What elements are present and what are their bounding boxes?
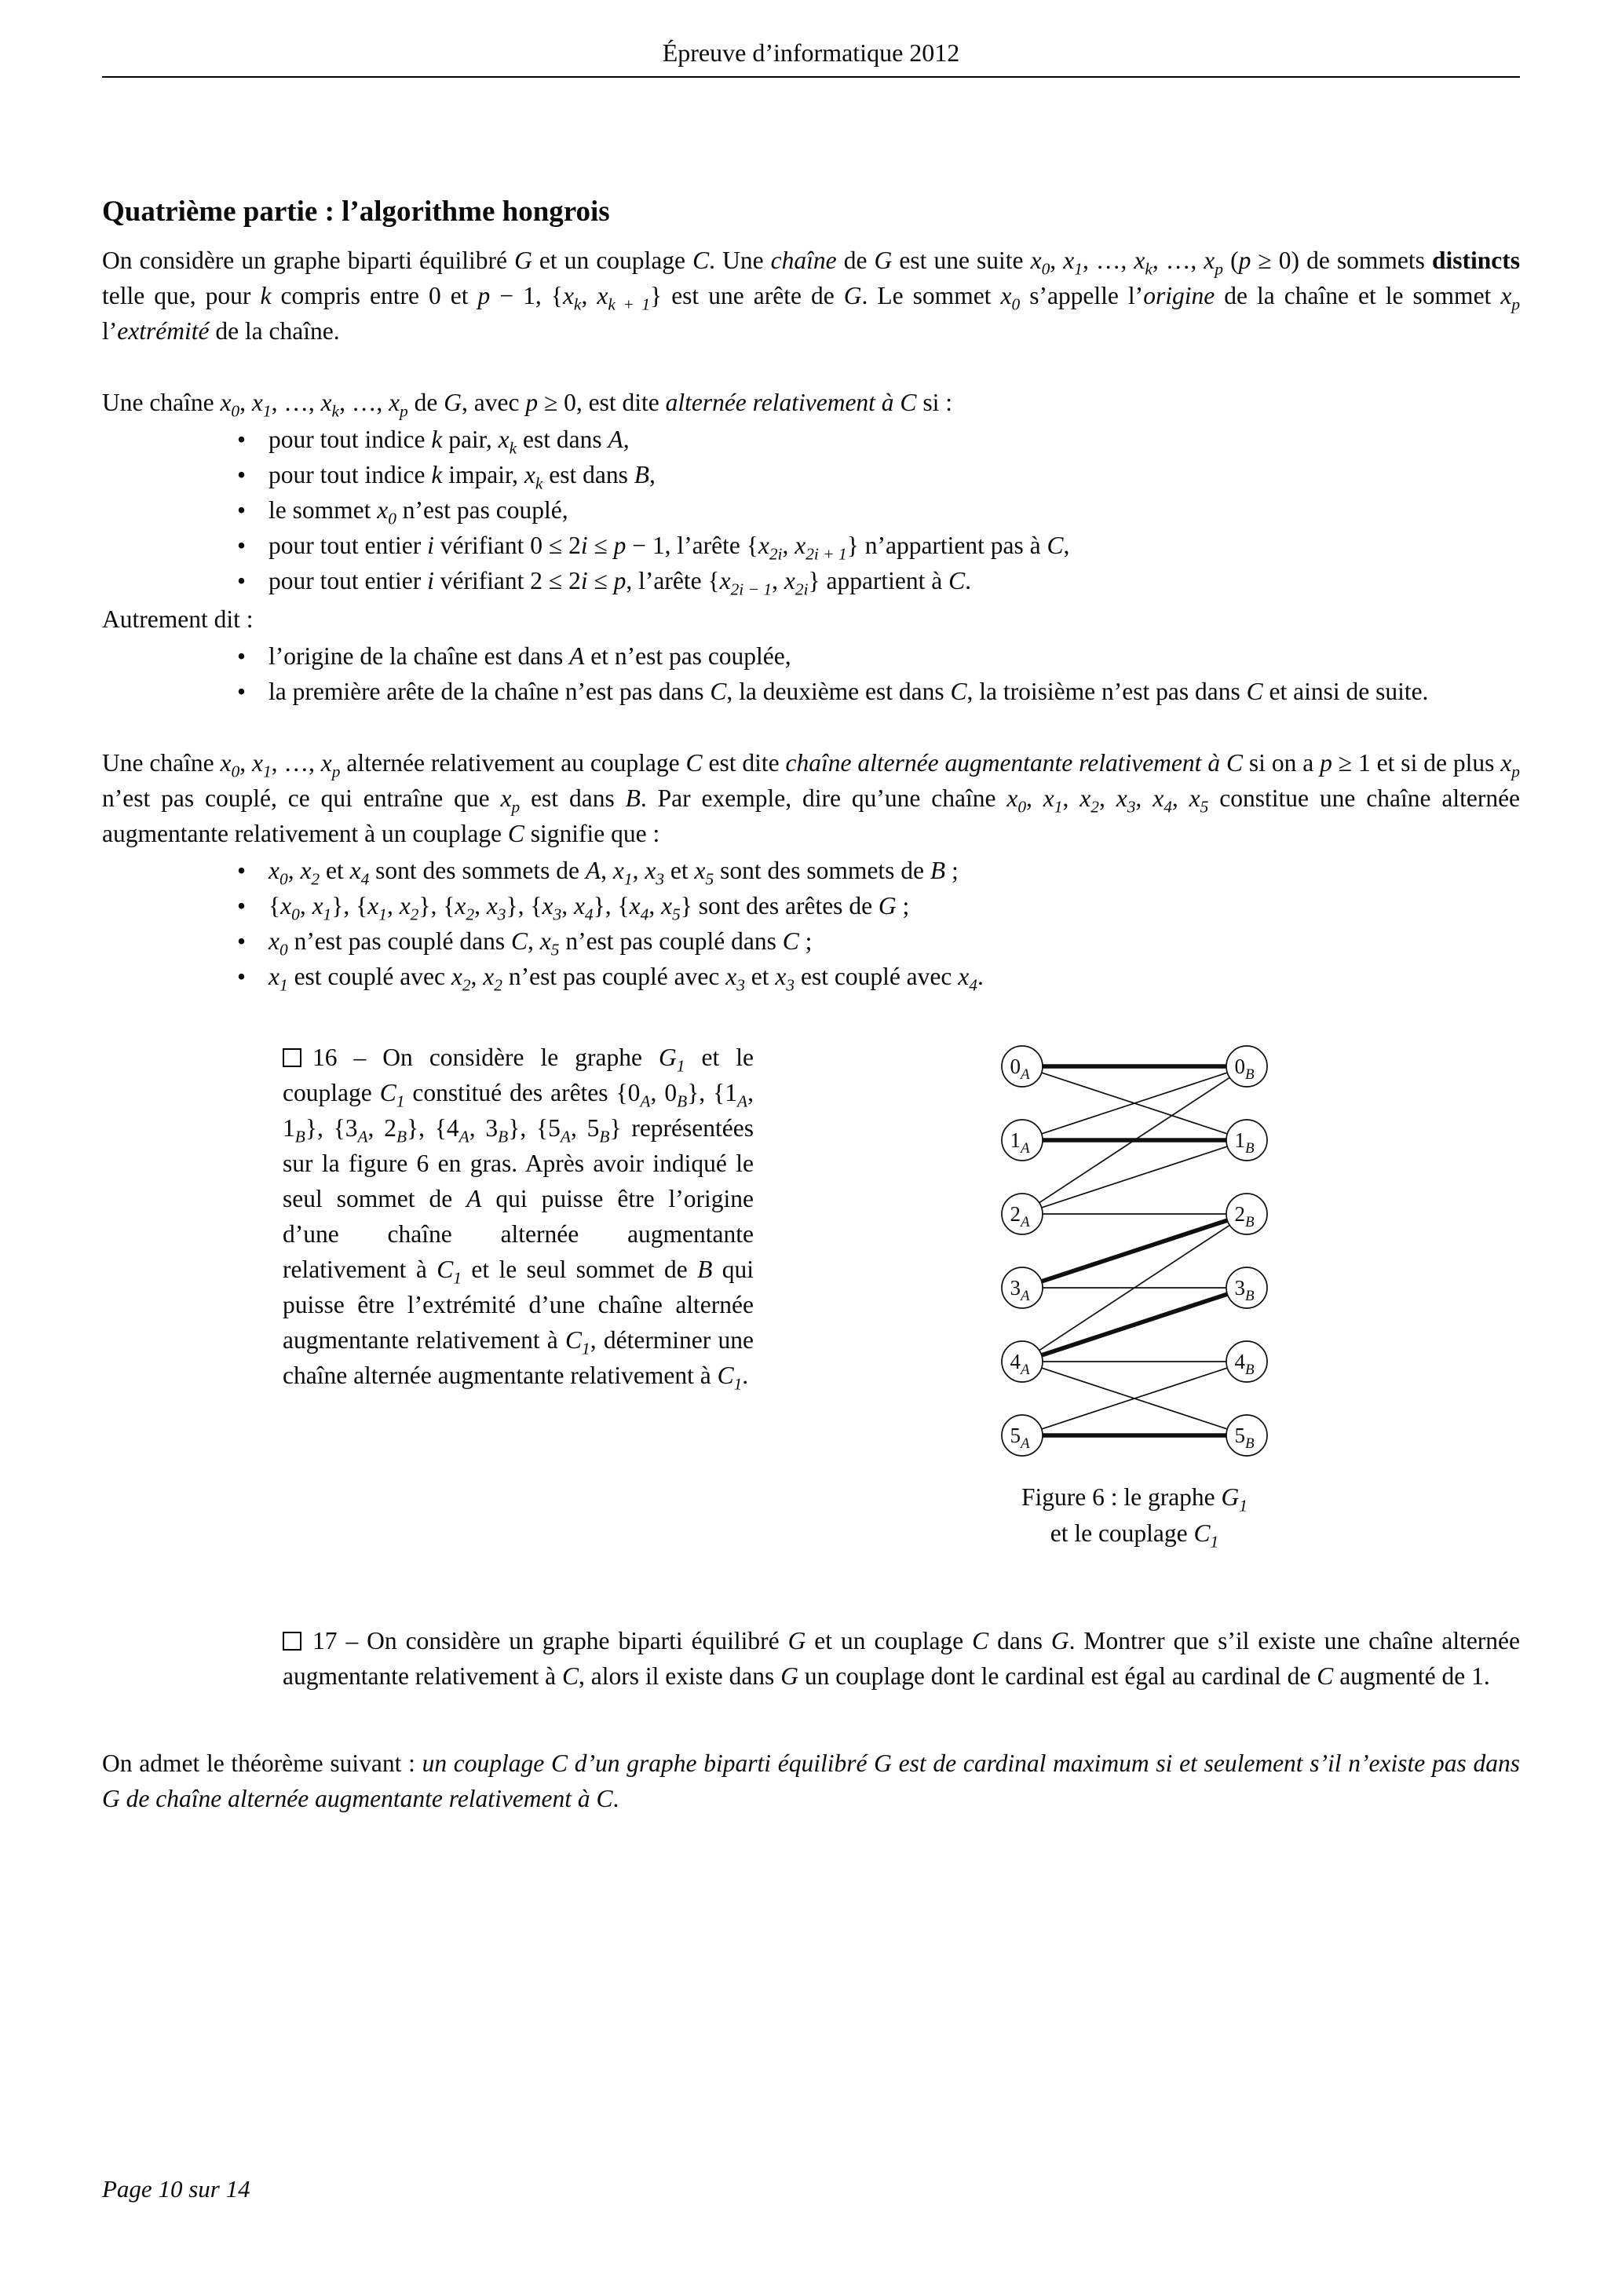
header-title: Épreuve d’informatique 2012 [662, 38, 960, 67]
graph-node-2A [1002, 1194, 1043, 1234]
list-item: • $x_1$ est couplé avec $x_2$, $x_2$ n’est pas couplé avec $x_3$ et $x_3$ est couplé avec $x_4$. [269, 959, 1520, 994]
graph-node-4A [1002, 1341, 1043, 1382]
svg-text:3A: $3_A$ [1010, 1276, 1030, 1304]
matching-edge-3A-2B [1042, 1220, 1228, 1281]
figure-caption-line2: et le couplage $C_1$ [1050, 1519, 1219, 1552]
svg-text:0A: $0_A$ [1010, 1055, 1030, 1083]
graph-node-1A [1002, 1120, 1043, 1161]
list-item: • pour tout entier i vérifiant 0 ≤ 2i ≤ p − 1, l’arête {$x_{2i}$, $x_{2i + 1}$} n’appartient pas à C, [269, 528, 1520, 563]
graph-node-1B [1226, 1120, 1267, 1161]
paragraph-chaine-augmentante: Une chaîne $x_0$, $x_1$, …, $x_p$ alternée relativement au couplage C est dite chaîne alternée augmentante relativement à C si on a p ≥ 1 et si de plus $x_p$ n’est pas couplé, ce qui entraîne que $x_p$ est dans B. Par exemple, dire qu’une chaîne $x_0$, $x_1$, $x_2$, $x_3$, $x_4$, $x_5$ constitue une chaîne alternée augmentante relativement à un couplage C signifie que : [102, 749, 1521, 847]
figure-graph-svg [989, 1040, 1280, 1464]
checkbox-icon [283, 1048, 301, 1067]
graph-node-0B [1226, 1046, 1267, 1087]
figure-column [977, 1040, 1291, 1551]
graph-node-3A [1002, 1267, 1043, 1308]
svg-text:5B: $5_B$ [1234, 1424, 1255, 1452]
question-17-text [102, 1623, 1520, 1694]
svg-text:1B: $1_B$ [1234, 1128, 1255, 1157]
list-item: • l’origine de la chaîne est dans A et n’est pas couplée, [269, 638, 1520, 674]
list-item: • pour tout indice k impair, $x_k$ est dans B, [269, 457, 1520, 492]
graph-node-5B [1226, 1415, 1267, 1456]
page-header [102, 0, 1520, 68]
svg-text:3B: $3_B$ [1234, 1276, 1255, 1304]
graph-node-3B [1226, 1267, 1267, 1308]
matching-edge-4A-3B [1042, 1294, 1228, 1355]
page-footer: Page 10 sur 14 [102, 2175, 250, 2203]
svg-text:5A: $5_A$ [1010, 1424, 1030, 1452]
svg-text:2B: $2_B$ [1234, 1202, 1255, 1230]
svg-text:4B: $4_B$ [1234, 1350, 1255, 1378]
list-autrement-dit [102, 638, 1520, 709]
paragraph-definition-chaine: On considère un graphe biparti équilibré G et un couplage C. Une chaîne de G est une suite $x_0$, $x_1$, …, $x_k$, …, $x_p$ (p ≥ 0) de sommets distincts telle que, pour k compris entre 0 et p − 1, {$x_k$, $x_{k + 1}$} est une arête de G. Le sommet $x_0$ s’appelle l’origine de la chaîne et le sommet $x_p$ l’extrémité de la chaîne. [102, 247, 1521, 345]
header-rule [102, 76, 1520, 78]
graph-node-4B [1226, 1341, 1267, 1382]
question-17-body: 17 – On considère un graphe biparti équilibré G et un couplage C dans G. Montrer que s’il existe une chaîne alternée augmentante relativement à C, alors il existe dans G un couplage dont le cardinal est égal au cardinal de C augmenté de 1. [283, 1627, 1521, 1690]
question-16-text [283, 1040, 754, 1393]
list-exemple-chaine [102, 853, 1520, 994]
list-item: • $x_0$, $x_2$ et $x_4$ sont des sommets de A, $x_1$, $x_3$ et $x_5$ sont des sommets de B ; [269, 853, 1520, 888]
list-item: • {$x_0$, $x_1$}, {$x_1$, $x_2$}, {$x_2$, $x_3$}, {$x_3$, $x_4$}, {$x_4$, $x_5$} sont des arêtes de G ; [269, 888, 1520, 923]
list-item: • $x_0$ n’est pas couplé dans C, $x_5$ n’est pas couplé dans C ; [269, 923, 1520, 959]
checkbox-icon [283, 1632, 301, 1651]
figure-caption-line1: Figure 6 : le graphe $G_1$ [1021, 1483, 1248, 1515]
list-item: • pour tout entier i vérifiant 2 ≤ 2i ≤ p, l’arête {$x_{2i - 1}$, $x_{2i}$} appartient à C. [269, 563, 1520, 598]
paragraph-autrement-dit: Autrement dit : [102, 605, 254, 633]
list-conditions-alternee [102, 422, 1520, 598]
graph-edge-2A-1B [1042, 1146, 1228, 1208]
list-item: • pour tout indice k pair, $x_k$ est dans A, [269, 422, 1520, 457]
graph-node-2B [1226, 1194, 1267, 1234]
list-item: • la première arête de la chaîne n’est pas dans C, la deuxième est dans C, la troisième n’est pas dans C et ainsi de suite. [269, 674, 1520, 709]
graph-node-5A [1002, 1415, 1043, 1456]
svg-text:2A: $2_A$ [1010, 1202, 1030, 1230]
question-16-body: 16 – On considère le graphe $G_1$ et le couplage $C_1$ constitué des arêtes {$0_A$, $0_B$}, {$1_A$, $1_B$}, {$3_A$, $2_B$}, {$4_A$, $3_B$}, {$5_A$, $5_B$} représentées sur la figure 6 en gras. Après avoir indiqué le seul sommet de A qui puisse être l’origine d’une chaîne alternée augmentante relativement à $C_1$ et le seul sommet de B qui puisse être l’extrémité d’une chaîne alternée augmentante relativement à $C_1$, déterminer une chaîne alternée augmentante relativement à $C_1$. [283, 1044, 754, 1394]
list-item: • le sommet $x_0$ n’est pas couplé, [269, 492, 1520, 528]
section-title: Quatrième partie : l’algorithme hongrois [102, 196, 610, 228]
paragraph-theorem: On admet le théorème suivant : un couplage C d’un graphe biparti équilibré G est de cardinal maximum si et seulement s’il n’existe pas dans G de chaîne alternée augmentante relativement à C. [102, 1749, 1520, 1812]
svg-text:4A: $4_A$ [1010, 1350, 1030, 1378]
paragraph-chaine-alternee: Une chaîne $x_0$, $x_1$, …, $x_k$, …, $x_p$ de G, avec p ≥ 0, est dite alternée relativement à C si : [102, 389, 952, 421]
svg-text:0B: $0_B$ [1234, 1055, 1255, 1083]
graph-node-0A [1002, 1046, 1043, 1087]
question-16-block [102, 1040, 1520, 1551]
svg-text:1A: $1_A$ [1010, 1128, 1030, 1157]
